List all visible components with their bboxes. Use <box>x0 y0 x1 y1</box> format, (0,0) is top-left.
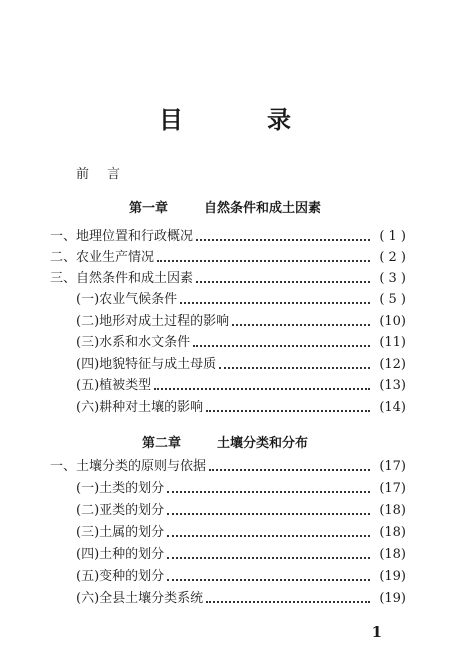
toc-leader-dots <box>232 324 370 326</box>
toc-entry-label: 二、农业生产情况 <box>50 250 155 265</box>
chapter-2-heading <box>0 432 450 451</box>
toc-entry-label: (二)地形对成土过程的影响 <box>76 314 230 329</box>
toc-leader-dots <box>209 469 370 471</box>
toc-entry-page: (19) <box>379 591 406 606</box>
chapter-1-heading <box>0 197 450 216</box>
toc-entry-label: 一、地理位置和行政概况 <box>50 229 194 244</box>
chapter-1-title: 自然条件和成土因素 <box>204 201 322 216</box>
toc-leader-dots <box>167 535 370 537</box>
toc-entry-label: 三、自然条件和成土因素 <box>50 271 194 286</box>
toc-entry <box>50 269 406 289</box>
toc-entry-page: (14) <box>379 400 406 415</box>
page-number: 1 <box>371 623 382 641</box>
toc-entry <box>76 501 406 521</box>
toc-entry-label: (五)植被类型 <box>76 378 152 393</box>
toc-entry-label: (二)亚类的划分 <box>76 503 165 518</box>
toc-leader-dots <box>167 513 370 515</box>
toc-leader-dots <box>180 302 370 304</box>
toc-leader-dots <box>196 281 370 283</box>
toc-entry-page: (18) <box>379 525 406 540</box>
toc-entry-label: (三)土属的划分 <box>76 525 165 540</box>
toc-entry <box>76 398 406 418</box>
toc-entry-page: (17) <box>379 481 406 496</box>
toc-entry <box>50 248 406 268</box>
toc-entry-label: (四)土种的划分 <box>76 547 165 562</box>
toc-entry <box>76 290 406 310</box>
toc-entry-page: ( 3 ) <box>379 271 406 286</box>
toc-leader-dots <box>206 601 370 603</box>
toc-entry-label: (三)水系和水文条件 <box>76 335 191 350</box>
toc-entry <box>76 479 406 499</box>
toc-entry <box>50 457 406 477</box>
toc-leader-dots <box>219 367 370 369</box>
toc-entry <box>76 355 406 375</box>
toc-entry <box>76 333 406 353</box>
toc-entry <box>76 312 406 332</box>
toc-leader-dots <box>167 491 370 493</box>
toc-entry-page: ( 5 ) <box>379 292 406 307</box>
toc-leader-dots <box>196 239 370 241</box>
toc-entry-label: (六)耕种对土壤的影响 <box>76 400 204 415</box>
toc-entry <box>76 376 406 396</box>
toc-entry-label: (五)变种的划分 <box>76 569 165 584</box>
toc-entry-page: (18) <box>379 547 406 562</box>
toc-entry <box>76 589 406 609</box>
chapter-2-number: 第二章 <box>141 436 181 451</box>
toc-entry-page: (10) <box>379 314 406 329</box>
toc-entry-page: (19) <box>379 569 406 584</box>
toc-entry-page: (12) <box>379 357 406 372</box>
toc-entry-label: 一、土壤分类的原则与依据 <box>50 459 207 474</box>
toc-entry <box>76 523 406 543</box>
toc-leader-dots <box>167 579 370 581</box>
toc-entry-page: (11) <box>379 335 406 350</box>
toc-entry-page: ( 2 ) <box>379 250 406 265</box>
toc-entry <box>76 545 406 565</box>
toc-entry-page: (18) <box>379 503 406 518</box>
toc-entry-label: (六)全县土壤分类系统 <box>76 591 204 606</box>
chapter-2-title: 土壤分类和分布 <box>217 436 309 451</box>
toc-entry-label: (四)地貌特征与成土母质 <box>76 357 217 372</box>
toc-leader-dots <box>206 410 370 412</box>
preface-entry: 前言 <box>76 167 139 182</box>
toc-entry-page: (13) <box>379 378 406 393</box>
page-title: 目 录 <box>159 105 321 134</box>
toc-entry-label: (一)农业气候条件 <box>76 292 178 307</box>
toc-entry-page: ( 1 ) <box>379 229 406 244</box>
toc-leader-dots <box>157 260 370 262</box>
toc-entry <box>50 227 406 247</box>
toc-entry-page: (17) <box>379 459 406 474</box>
toc-leader-dots <box>154 388 370 390</box>
chapter-1-number: 第一章 <box>128 201 168 216</box>
toc-leader-dots <box>193 345 370 347</box>
toc-leader-dots <box>167 557 370 559</box>
toc-entry-label: (一)土类的划分 <box>76 481 165 496</box>
toc-entry <box>76 567 406 587</box>
